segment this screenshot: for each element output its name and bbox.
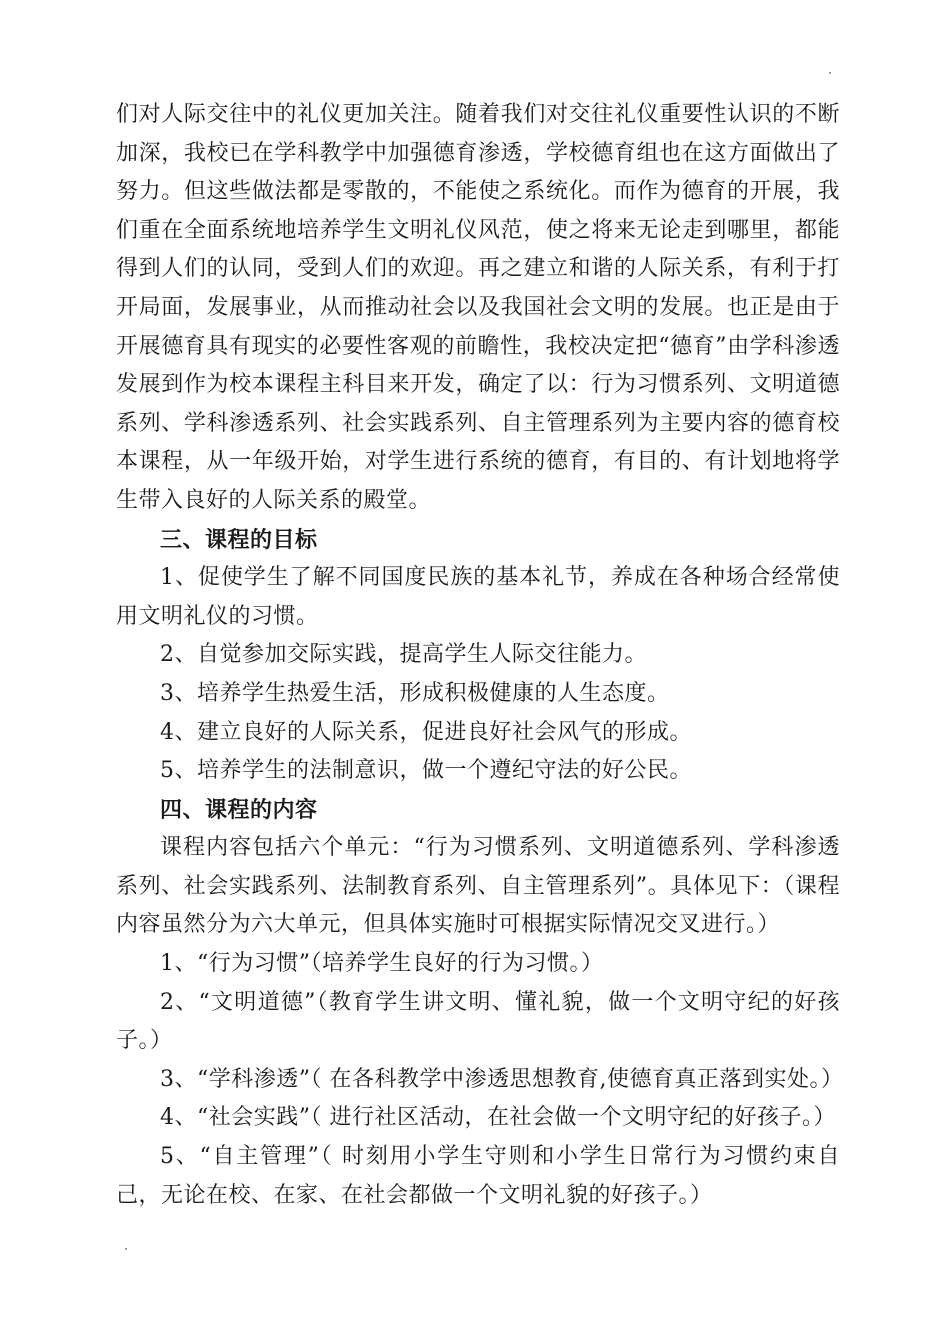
section-heading-content: 四、课程的内容	[160, 796, 318, 823]
content-item-1: 1、“行为习惯”（培养学生良好的行为习惯。）	[160, 951, 604, 977]
scan-speck	[125, 1248, 127, 1250]
content-intro-paragraph: 课程内容包括六个单元：“行为习惯系列、文明道德系列、学科渗透系列、社会实践系列、法制教育系列、自主管理系列”。具体见下：（课程内容虽然分为六大单元，但具体实施时可根据实际情况交叉进行。）	[116, 835, 840, 938]
content-item-4: 4、“社会实践”（ 进行社区活动，在社会做一个文明守纪的好孩子。）	[160, 1105, 836, 1131]
content-item-2: 2、“文明道德”（教育学生讲文明、懂礼貌，做一个文明守纪的好孩子。）	[116, 989, 840, 1054]
document-body	[116, 96, 844, 1215]
goal-item-3: 3、培养学生热爱生活，形成积极健康的人生态度。	[160, 680, 670, 706]
scan-speck	[829, 72, 831, 74]
goal-item-4: 4、建立良好的人际关系，促进良好社会风气的形成。	[160, 719, 692, 745]
section-heading-goals: 三、课程的目标	[160, 526, 318, 553]
goal-item-2: 2、自觉参加交际实践，提高学生人际交往能力。	[160, 642, 647, 668]
intro-paragraph: 们对人际交往中的礼仪更加关注。随着我们对交往礼仪重要性认识的不断加深，我校已在学科教学中加强德育渗透，学校德育组也在这方面做出了努力。但这些做法都是零散的，不能使之系统化。而作为德育的开展，我们重在全面系统地培养学生文明礼仪风范，使之将来无论走到哪里，都能得到人们的认同，受到人们的欢迎。再之建立和谐的人际关系，有利于打开局面，发展事业，从而推动社会以及我国社会文明的发展。也正是由于开展德育具有现实的必要性客观的前瞻性，我校决定把“德育”由学科渗透发展到作为校本课程主科目来开发，确定了以：行为习惯系列、文明道德系列、学科渗透系列、社会实践系列、自主管理系列为主要内容的德育校本课程，从一年级开始，对学生进行系统的德育，有目的、有计划地将学生带入良好的人际关系的殿堂。	[116, 102, 840, 513]
content-item-5: 5、“自主管理”（ 时刻用小学生守则和小学生日常行为习惯约束自己，无论在校、在家、在社会都做一个文明礼貌的好孩子。）	[116, 1144, 840, 1208]
goal-item-1: 1、促使学生了解不同国度民族的基本礼节，养成在各种场合经常使用文明礼仪的习惯。	[116, 565, 840, 629]
content-item-3: 3、“学科渗透”（ 在各科教学中渗透思想教育,使德育真正落到实处。）	[160, 1066, 844, 1092]
goal-item-5: 5、培养学生的法制意识，做一个遵纪守法的好公民。	[160, 758, 692, 784]
